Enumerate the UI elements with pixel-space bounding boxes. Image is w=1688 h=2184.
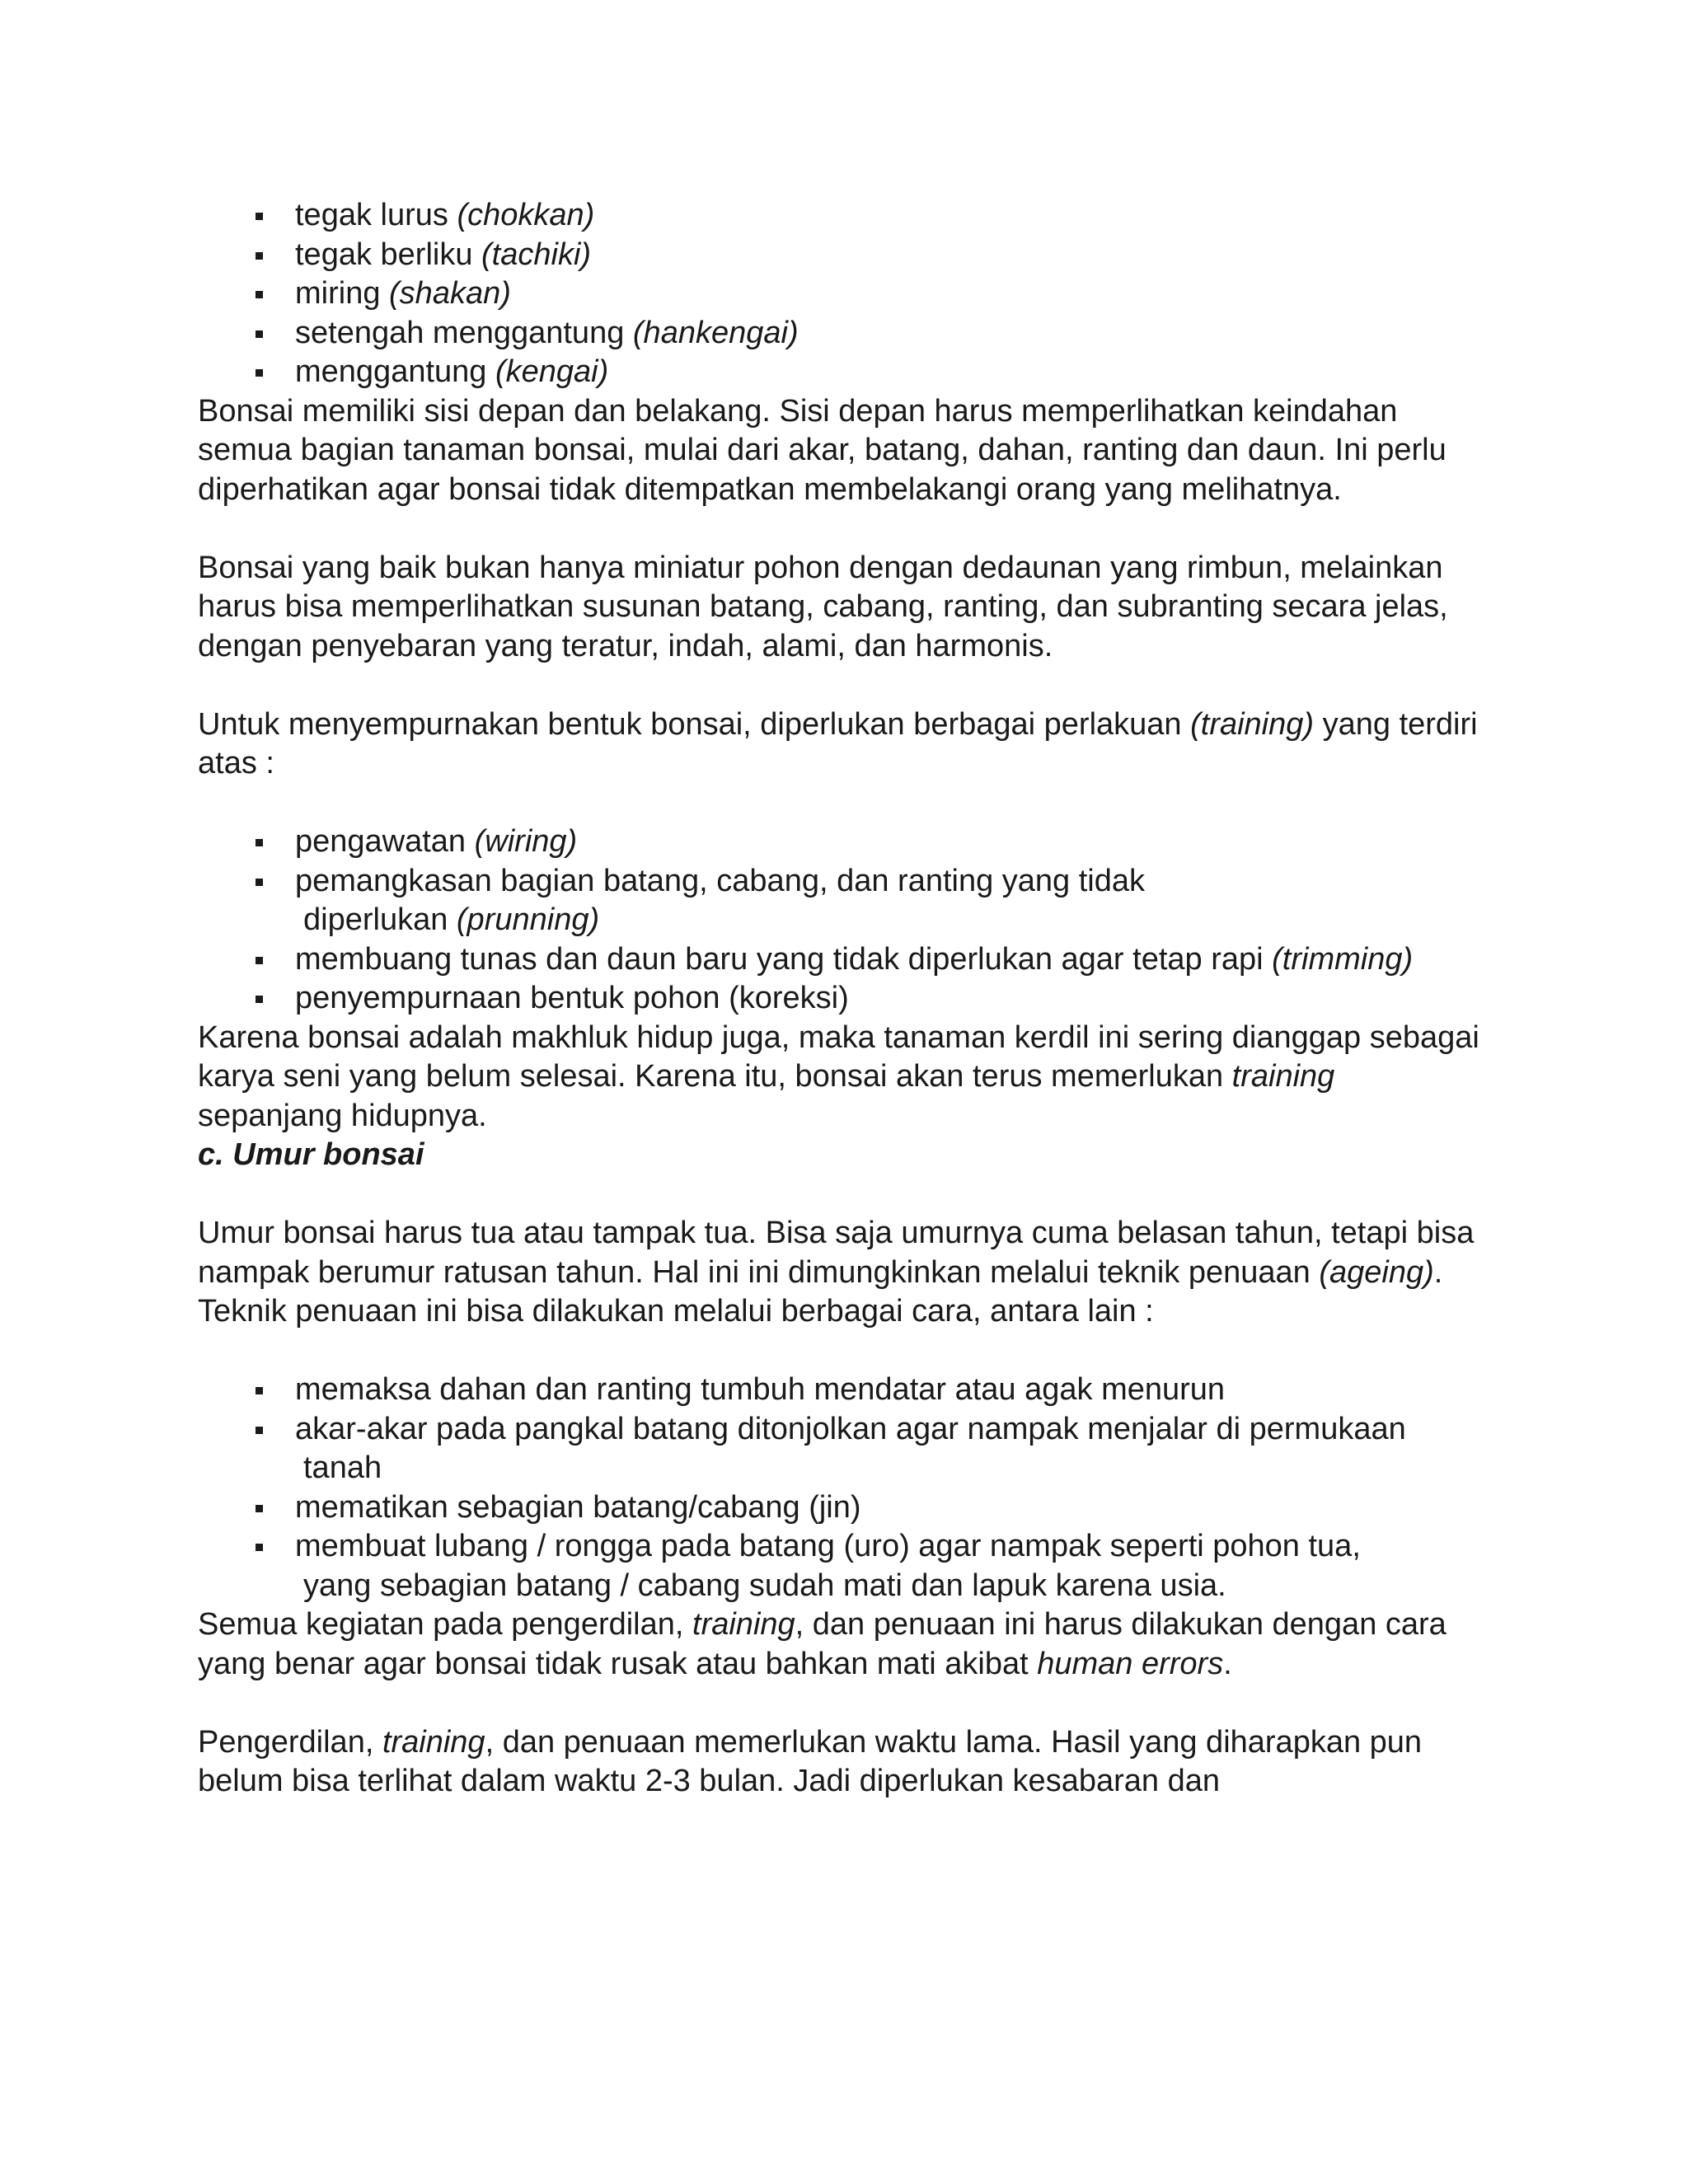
list-item: miring (shakan) [198, 274, 1484, 314]
list-item: menggantung (kengai) [198, 353, 1484, 392]
ageing-methods-list [198, 1371, 1484, 1605]
paragraph-training-intro: Untuk menyempurnakan bentuk bonsai, diperlukan berbagai perlakuan (training) yang terdiri atas : [198, 706, 1478, 780]
paragraph-front-back: Bonsai memiliki sisi depan dan belakang. Sisi depan harus memperlihatkan keindahan semua bagian tanaman bonsai, mulai dari akar, batang, dahan, ranting dan daun. Ini perlu diperhatikan agar bonsai tidak ditempatkan membelakangi orang yang melihatnya. [198, 393, 1447, 507]
training-list [198, 823, 1484, 1019]
list-item: tegak lurus (chokkan) [198, 196, 1484, 236]
paragraph-human-errors: Semua kegiatan pada pengerdilan, training, dan penuaan ini harus dilakukan dengan cara yang benar agar bonsai tidak rusak atau bahkan mati akibat human errors. [198, 1607, 1447, 1681]
list-item: akar-akar pada pangkal batang ditonjolkan agar nampak menjalar di permukaan tanah [198, 1410, 1484, 1488]
document-body [198, 196, 1484, 1802]
paragraph-bonsai-age: Umur bonsai harus tua atau tampak tua. Bisa saja umurnya cuma belasan tahun, tetapi bisa nampak berumur ratusan tahun. Hal ini ini dimungkinkan melalui teknik penuaan (ageing). Teknik penuaan ini bisa dilakukan melalui berbagai cara, antara lain : [198, 1216, 1475, 1329]
list-item: setengah menggantung (hankengai) [198, 314, 1484, 354]
paragraph-living-art: Karena bonsai adalah makhluk hidup juga, maka tanaman kerdil ini sering dianggap sebagai karya seni yang belum selesai. Karena itu, bonsai akan terus memerlukan training sepanjang hidupnya. [198, 1019, 1479, 1133]
paragraph-good-bonsai: Bonsai yang baik bukan hanya miniatur pohon dengan dedaunan yang rimbun, melainkan harus bisa memperlihatkan susunan batang, cabang, ranting, dan subranting secara jelas, dengan penyebaran yang teratur, indah, alami, dan harmonis. [198, 550, 1448, 663]
list-item: membuat lubang / rongga pada batang (uro) agar nampak seperti pohon tua, yang sebagian batang / cabang sudah mati dan lapuk karena usia. [198, 1527, 1484, 1605]
bonsai-styles-list [198, 196, 1484, 392]
list-item: pemangkasan bagian batang, cabang, dan ranting yang tidak diperlukan (prunning) [198, 862, 1484, 940]
list-item: memaksa dahan dan ranting tumbuh mendatar atau agak menurun [198, 1371, 1484, 1410]
list-item: mematikan sebagian batang/cabang (jin) [198, 1488, 1484, 1528]
paragraph-patience: Pengerdilan, training, dan penuaan memerlukan waktu lama. Hasil yang diharapkan pun belum bisa terlihat dalam waktu 2-3 bulan. Jadi diperlukan kesabaran dan [198, 1724, 1423, 1798]
list-item: tegak berliku (tachiki) [198, 236, 1484, 275]
section-heading: c. Umur bonsai [198, 1137, 424, 1172]
list-item: penyempurnaan bentuk pohon (koreksi) [198, 979, 1484, 1019]
list-item: membuang tunas dan daun baru yang tidak diperlukan agar tetap rapi (trimming) [198, 940, 1484, 980]
list-item: pengawatan (wiring) [198, 823, 1484, 862]
